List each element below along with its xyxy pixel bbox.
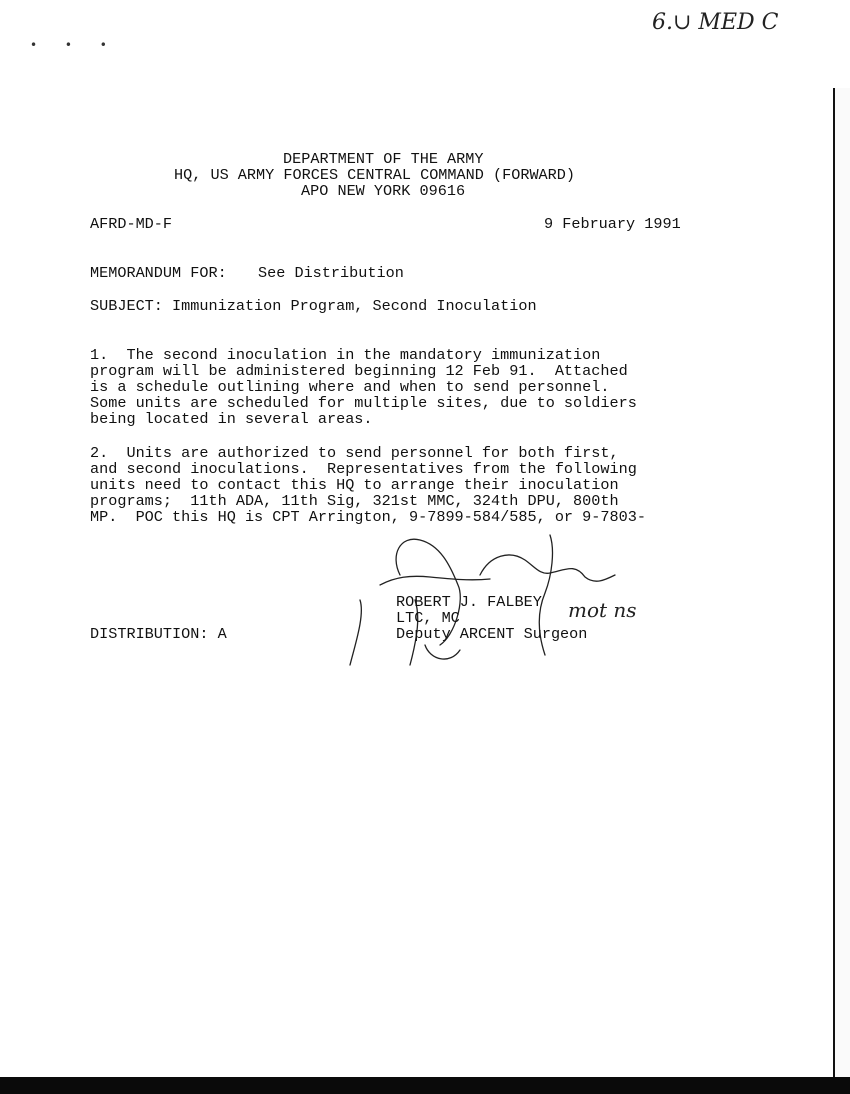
header-department: DEPARTMENT OF THE ARMY [283,150,484,168]
paragraph-line: MP. POC this HQ is CPT Arrington, 9-7899-584/585, or 9-7803- [90,508,646,526]
scan-bottom-border [0,1077,850,1094]
paragraph-line: Some units are scheduled for multiple sites, due to soldiers [90,394,637,412]
paragraph-line: and second inoculations. Representatives from the following [90,460,637,478]
paragraph-line: 1. The second inoculation in the mandatory immunization [90,346,601,364]
header-address: APO NEW YORK 09616 [301,182,466,200]
header-command: HQ, US ARMY FORCES CENTRAL COMMAND (FORWARD) [174,166,576,184]
paragraph-line: programs; 11th ADA, 11th Sig, 321st MMC, 324th DPU, 800th [90,492,619,510]
paragraph-line: being located in several areas. [90,410,373,428]
distribution-line: DISTRIBUTION: A [90,625,227,643]
handwritten-initials: mot ns [568,598,637,622]
memo-for-value: See Distribution [258,264,404,282]
paragraph-line: 2. Units are authorized to send personnel for both first, [90,444,619,462]
signatory-rank: LTC, MC [396,609,460,627]
signatory-name: ROBERT J. FALBEY [396,593,542,611]
memo-date: 9 February 1991 [544,215,681,233]
scan-speckles: • • • [30,38,119,52]
paragraph-line: is a schedule outlining where and when to send personnel. [90,378,610,396]
signatory-title: Deputy ARCENT Surgeon [396,625,588,643]
paragraph-line: program will be administered beginning 12 Feb 91. Attached [90,362,628,380]
page-edge-margin [835,88,850,1088]
memo-subject: SUBJECT: Immunization Program, Second Inoculation [90,297,537,315]
memo-for-label: MEMORANDUM FOR: [90,264,227,282]
paragraph-line: units need to contact this HQ to arrange their inoculation [90,476,619,494]
handwritten-corner-note: 6.∪ MED C [652,10,779,35]
office-symbol: AFRD-MD-F [90,215,173,233]
